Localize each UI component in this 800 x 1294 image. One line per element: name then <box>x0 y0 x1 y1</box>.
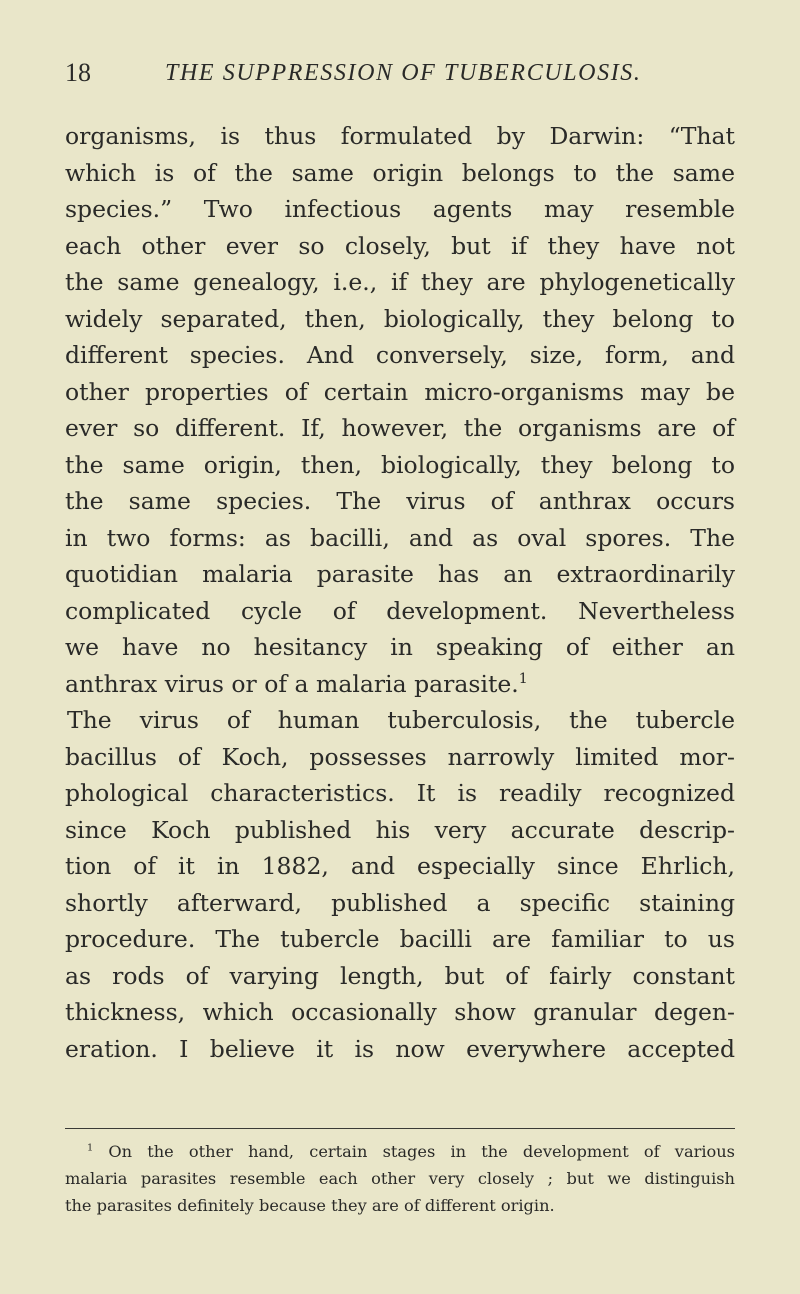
text-line: species.” Two infectious agents may resemble <box>65 195 735 223</box>
text-line: we have no hesitancy in speaking of either an <box>65 633 735 661</box>
running-head: THE SUPPRESSION OF TUBERCULOSIS. <box>165 60 642 86</box>
text-line: bacillus of Koch, possesses narrowly limited mor- <box>65 742 735 771</box>
text-line: procedure. The tubercle bacilli are familiar to us <box>65 925 735 953</box>
page-header <box>65 58 735 92</box>
text-line: the same species. The virus of anthrax occurs <box>65 487 735 515</box>
text-line: anthrax virus or of a malaria parasite. <box>65 669 519 698</box>
text-line: the same genealogy, i.e., if they are phylogenetically <box>65 268 735 296</box>
text-line: The virus of human tuberculosis, the tubercle <box>67 706 735 734</box>
text-line: ever so different. If, however, the organisms are of <box>65 414 735 442</box>
text-line: organisms, is thus formulated by Darwin: “That <box>65 122 735 150</box>
text-line: shortly afterward, published a specific staining <box>65 888 735 917</box>
footnote-reference[interactable]: 1 <box>518 670 528 687</box>
text-line: in two forms: as bacilli, and as oval spores. The <box>65 523 735 552</box>
text-line-with-footnote-ref <box>65 666 735 703</box>
text-line: different species. And conversely, size, form, and <box>65 341 735 369</box>
text-line: since Koch published his very accurate descrip- <box>65 815 735 844</box>
footnote <box>65 1138 735 1219</box>
text-line: widely separated, then, biologically, they belong to <box>65 304 735 333</box>
footnote-line: the parasites definitely because they are of different origin. <box>65 1196 555 1215</box>
body-text <box>65 118 735 1067</box>
footnote-line-with-marker <box>65 1138 735 1165</box>
footnote-divider <box>65 1128 735 1129</box>
footnote-marker: 1 <box>87 1142 94 1154</box>
text-line: quotidian malaria parasite has an extraordinarily <box>65 560 735 588</box>
text-line: each other ever so closely, but if they have not <box>65 231 735 260</box>
text-line: which is of the same origin belongs to the same <box>65 158 735 187</box>
text-line: thickness, which occasionally show granular degen- <box>65 998 735 1026</box>
text-line: as rods of varying length, but of fairly constant <box>65 961 735 990</box>
text-line: eration. I believe it is now everywhere accepted <box>65 1034 735 1063</box>
text-line: phological characteristics. It is readily recognized <box>65 779 735 807</box>
page-number: 18 <box>65 58 91 87</box>
text-line: complicated cycle of development. Nevertheless <box>65 596 735 625</box>
text-line: the same origin, then, biologically, they belong to <box>65 450 735 479</box>
footnote-line: malaria parasites resemble each other very closely ; but we distinguish <box>65 1169 735 1188</box>
text-line: other properties of certain micro-organisms may be <box>65 377 735 406</box>
footnote-line: On the other hand, certain stages in the development of various <box>108 1142 735 1161</box>
text-line: tion of it in 1882, and especially since Ehrlich, <box>65 852 735 880</box>
